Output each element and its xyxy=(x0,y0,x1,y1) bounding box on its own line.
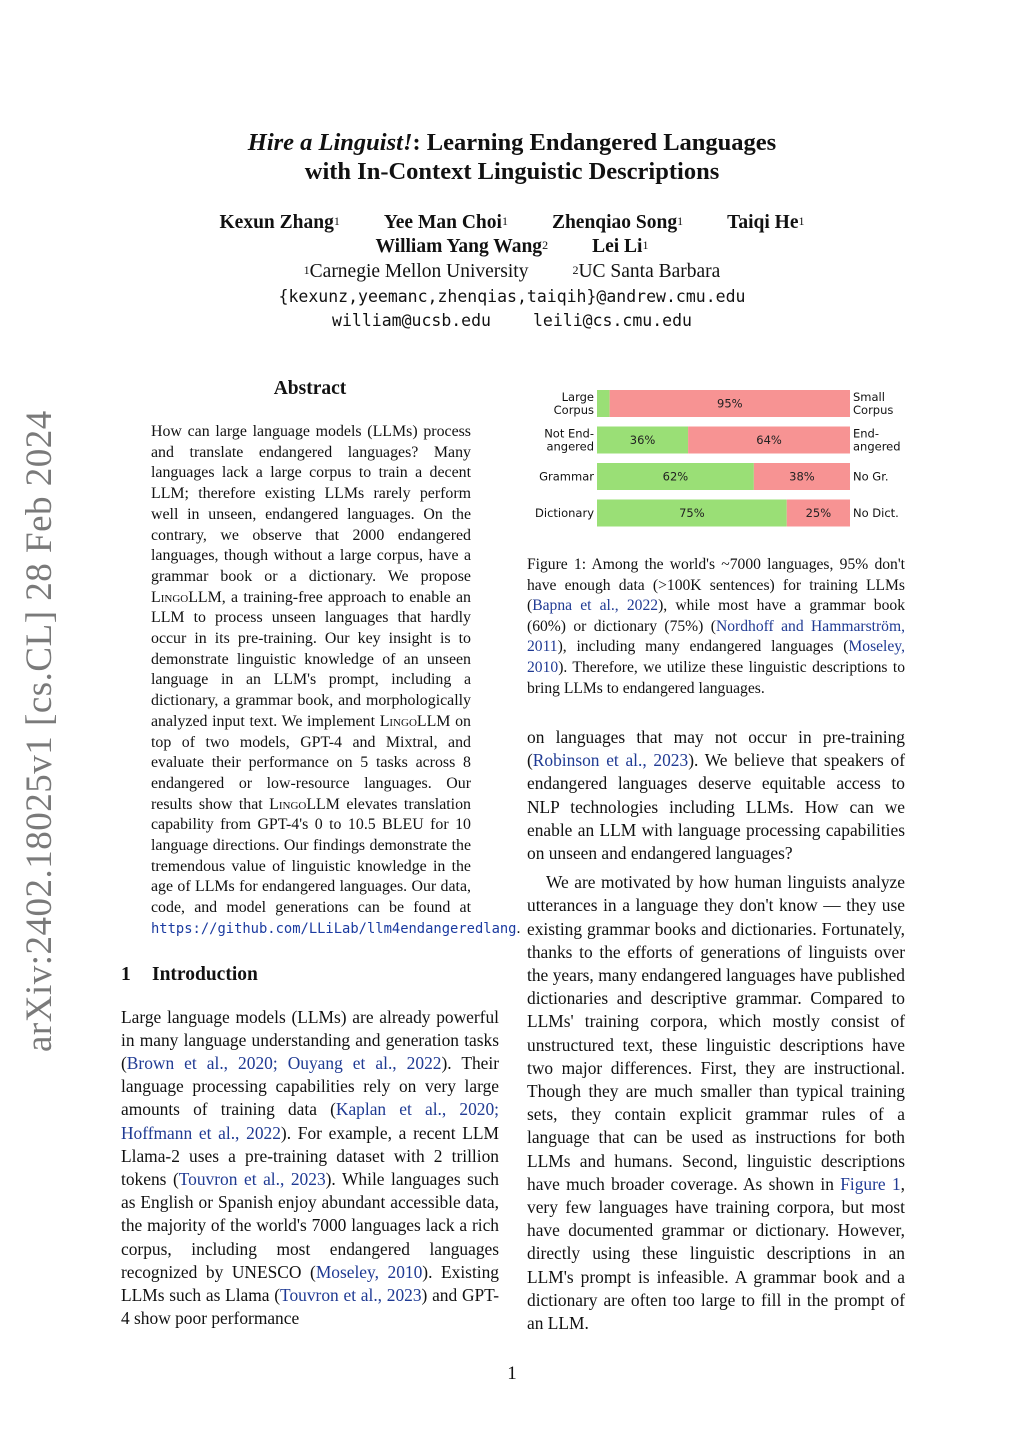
paragraph: on languages that may not occur in pre-training (Robinson et al., 2023). We believe that speakers of endangered languages deserve equitable access to NLP technologies including LLMs. How can we enable an LLM with language processing capabilities on unseen and endangered languages? xyxy=(527,727,905,864)
affiliation: $^1$Carnegie Mellon University xyxy=(303,261,529,282)
citation-link[interactable]: Moseley, 2010 xyxy=(315,1261,423,1282)
affiliation: $^2$UC Santa Barbara xyxy=(572,261,721,282)
author: Yee Man Choi$^1$ xyxy=(383,212,508,233)
data-label-red: 64% xyxy=(756,433,782,447)
citation-link[interactable]: Touvron et al., 2023 xyxy=(178,1169,326,1189)
category-label-right: End- xyxy=(853,426,880,441)
figure-ref-link[interactable]: Figure 1 xyxy=(840,1173,901,1194)
author: William Yang Wang$^2$ xyxy=(375,236,549,257)
title-line2: with In-Context Linguistic Descriptions xyxy=(304,158,720,185)
figure-1 xyxy=(527,386,907,536)
abstract-heading: Abstract xyxy=(273,378,347,399)
category-label-left: Corpus xyxy=(553,403,594,417)
right-column-text xyxy=(527,726,905,1335)
citation-link[interactable]: Nordhoff and Hammarström, 2011 xyxy=(527,617,906,656)
category-label-right: Small xyxy=(853,390,885,404)
author: Zhenqiao Song$^1$ xyxy=(551,212,684,233)
intro-paragraph: Large language models (LLMs) are already powerful in many language understanding and generation tasks (Brown et al., 2020; Ouyang et al., 2022). Their language processing capabilities rely on very large amounts of training data (Kaplan et al., 2020; Hoffmann et al., 2022). For example, a recent LLM Llama-2 uses a pre-training dataset with 2 trillion tokens (Touvron et al., 2023). While languages such as English or Spanish enjoy abundant accessible data, the majority of the world's 7000 languages lack a rich corpus, including most endangered languages recognized by UNESCO (Moseley, 2010). Existing LLMs such as Llama (Touvron et al., 2023) and GPT-4 show poor performance xyxy=(121,1006,500,1329)
page-number: 1 xyxy=(507,1363,517,1384)
category-label-left: Not End- xyxy=(544,426,594,441)
category-label-right: No Gr. xyxy=(853,469,889,484)
category-label-right: No Dict. xyxy=(853,506,899,520)
citation-link[interactable]: Kaplan et al., 2020; Hoffmann et al., 2022 xyxy=(121,1099,500,1143)
author: Taiqi He$^1$ xyxy=(727,212,805,233)
category-label-left: angered xyxy=(546,439,594,454)
citation-link[interactable]: Brown et al., 2020; Ouyang et al., 2022 xyxy=(126,1052,442,1073)
title-line1: : Learning Endangered Languages xyxy=(412,129,777,156)
arxiv-identifier: arXiv:2402.18025v1 [cs.CL] 28 Feb 2024 xyxy=(19,410,60,1052)
data-label-red: 38% xyxy=(789,469,815,484)
data-label-green: 75% xyxy=(679,506,705,520)
author: Kexun Zhang$^1$ xyxy=(219,212,340,233)
author-block xyxy=(0,211,1024,333)
abstract-text: How can large language models (LLMs) process and translate endangered languages? Many languages lack a large corpus to train a decent LLM; therefore existing LLMs rarely perform well in unseen, endangered languages. On the contrary, we observe that 2000 endangered languages, though without a large corpus, have a grammar book or a dictionary. We propose LingoLLM, a training-free approach to enable an LLM to process unseen languages that hardly occur in its pre-training. Our key insight is to demonstrate linguistic knowledge of an unseen language in an LLM's prompt, including a dictionary, a grammar book, and morphologically analyzed input text. We implement LingoLLM on top of two models, GPT-4 and Mixtral, and evaluate their performance on 5 tasks across 8 endangered or low-resource languages. Our results show that LingoLLM elevates translation capability from GPT-4's 0 to 10.5 BLEU for 10 language directions. Our findings demonstrate the tremendous value of linguistic knowledge in the age of LLMs for endangered languages. Our data, code, and model generations can be found at https://github.com/LLiLab/llm4endangeredlang. xyxy=(151,423,521,937)
author-row-1 xyxy=(0,211,1024,235)
affiliations xyxy=(0,259,1024,285)
category-label-left: Grammar xyxy=(539,469,594,484)
paragraph: We are motivated by how human linguists analyze utterances in a language they don't know — they use existing grammar books and dictionaries. Fortunately, thanks to the efforts of generations of linguists over the years, many endangered languages have published dictionaries and descriptive grammar. Compared to LLMs' training corpora, which mostly consist of unstructured text, these linguistic descriptions have two major differences. First, they are instructional. Though they are much smaller than typical training sets, they contain explicit grammar rules of a language that can be used as instructions for both LLMs and humans. Second, linguistic descriptions have much broader coverage. As shown in Figure 1, very few languages have training corpora, but most have documented grammar or dictionary. However, directly using these linguistic descriptions in an LLM's prompt is infeasible. A grammar book and a dictionary are often too large to fill in the prompt of an LLM. xyxy=(527,872,905,1334)
citation-link[interactable]: Bapna et al., 2022 xyxy=(532,597,659,615)
data-label-green: 36% xyxy=(629,433,656,447)
citation-link[interactable]: Touvron et al., 2023 xyxy=(280,1285,422,1306)
bar-segment-green xyxy=(597,390,610,417)
category-label-left: Dictionary xyxy=(535,506,594,520)
figure-1-caption: Figure 1: Among the world's ~7000 languages, 95% don't have enough data (>100K sentences) for training LLMs (Bapna et al., 2022), while most have a grammar book (60%) or dictionary (75%) (Nordhoff and Hammarström, 2011), including many endangered languages (Moseley, 2010). Therefore, we utilize these linguistic descriptions to bring LLMs to endangered languages. xyxy=(527,556,906,697)
title-italic: Hire a Linguist! xyxy=(247,129,413,156)
author: Lei Li$^1$ xyxy=(592,236,649,257)
data-label-red: 25% xyxy=(805,506,832,520)
data-label-green: 62% xyxy=(662,469,689,484)
category-label-left: Large xyxy=(561,390,594,404)
repo-link[interactable]: https://github.com/LLiLab/llm4endangeredlang xyxy=(151,920,517,937)
citation-link[interactable]: Moseley, 2010 xyxy=(527,638,905,676)
section-heading-introduction: 1 Introduction xyxy=(121,963,258,985)
paper-title xyxy=(0,128,1024,186)
left-column xyxy=(121,378,521,1330)
citation-link[interactable]: Robinson et al., 2023 xyxy=(532,750,689,771)
author-row-2 xyxy=(0,235,1024,259)
stacked-bar-chart xyxy=(527,386,907,536)
category-label-right: angered xyxy=(853,439,901,454)
data-label-red: 95% xyxy=(717,396,743,411)
category-label-right: Corpus xyxy=(853,403,894,417)
email-line-1: {kexunz,yeemanc,zhenqias,taiqih}@andrew.cmu.edu xyxy=(278,287,746,306)
email-line-2: william@ucsb.edu leili@cs.cmu.edu xyxy=(332,311,692,330)
